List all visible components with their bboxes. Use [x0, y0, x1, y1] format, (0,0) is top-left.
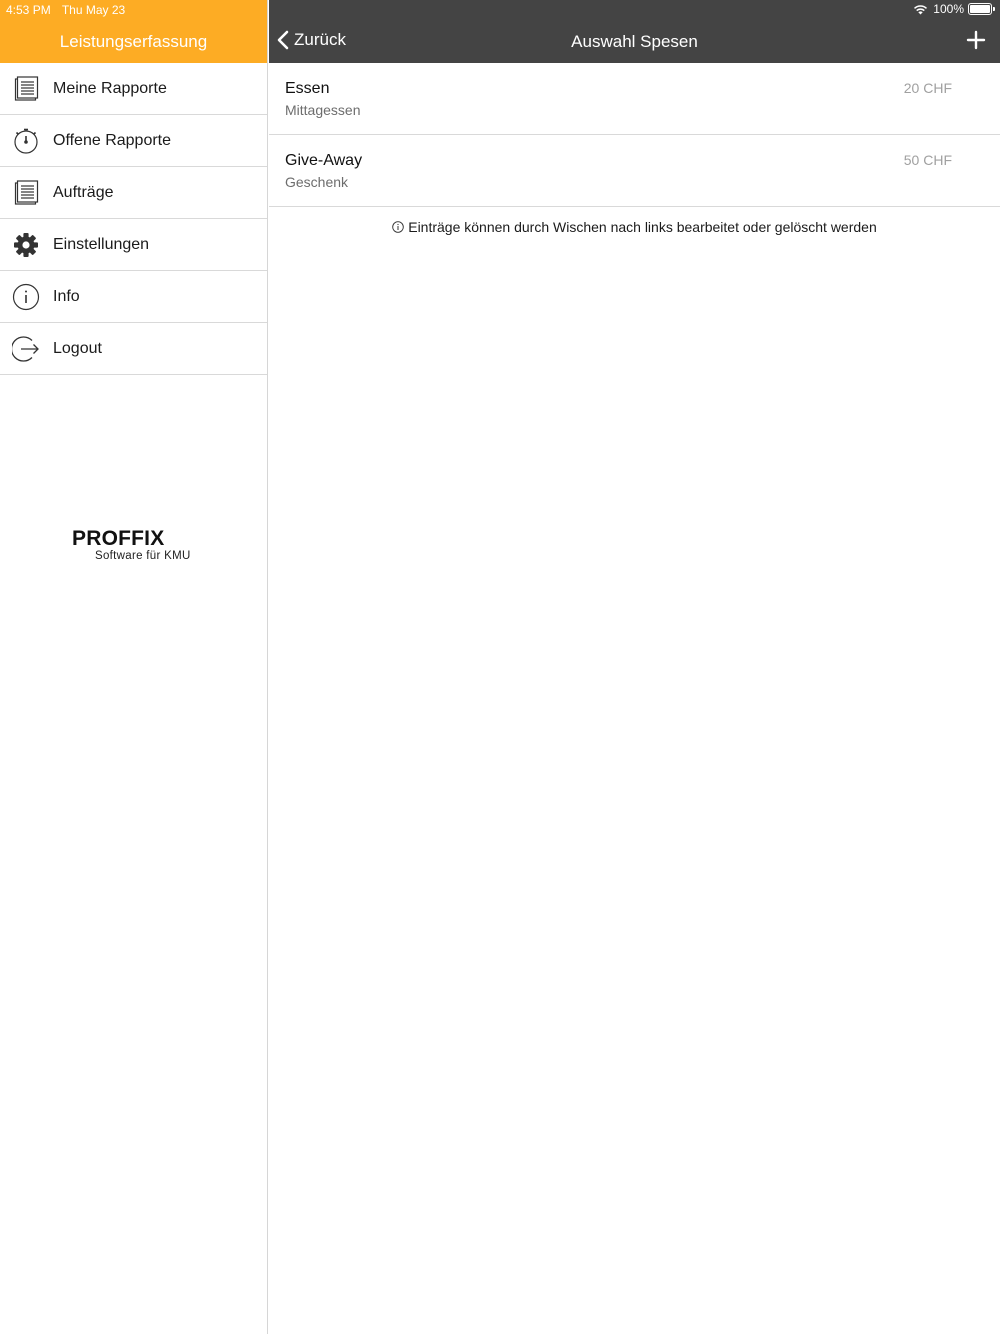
- expense-amount: 50 CHF: [903, 152, 952, 168]
- expense-name: Essen: [285, 80, 330, 97]
- sidebar-item-label: Info: [53, 287, 80, 305]
- sidebar-item-info[interactable]: [0, 271, 267, 323]
- wifi-icon: [913, 4, 928, 15]
- stopwatch-icon: [12, 127, 40, 155]
- expense-description: Geschenk: [285, 174, 349, 190]
- sidebar-item-label: Offene Rapporte: [53, 131, 172, 149]
- sidebar-header: [0, 0, 267, 63]
- expense-list: [269, 63, 1000, 207]
- expense-amount: 20 CHF: [903, 80, 952, 96]
- sidebar-item-label: Aufträge: [53, 183, 114, 201]
- logout-icon: [12, 335, 40, 363]
- sidebar-item-label: Meine Rapporte: [53, 79, 167, 97]
- swipe-hint: [269, 219, 1000, 235]
- gear-icon: [12, 231, 40, 259]
- status-date: Thu May 23: [61, 3, 126, 17]
- sidebar-menu: [0, 63, 267, 375]
- main-panel: [269, 0, 1000, 1334]
- logo-tagline: Software für KMU: [95, 550, 191, 562]
- info-icon: [392, 221, 404, 233]
- proffix-logo: [72, 528, 191, 562]
- status-bar-right: [913, 2, 992, 16]
- sidebar-item-label: Einstellungen: [53, 235, 150, 253]
- battery-cap: [993, 7, 995, 11]
- chevron-left-icon: [277, 30, 289, 50]
- page-title: Auswahl Spesen: [571, 32, 698, 51]
- document-list-icon: [12, 179, 40, 207]
- sidebar-item-einstellungen[interactable]: [0, 219, 267, 271]
- expense-name: Give-Away: [285, 152, 363, 169]
- battery-fill: [970, 5, 990, 13]
- plus-icon[interactable]: [966, 30, 986, 50]
- sidebar-title: Leistungserfassung: [59, 32, 208, 51]
- expense-description: Mittagessen: [285, 102, 361, 118]
- list-item[interactable]: [269, 63, 1000, 135]
- sidebar-item-label: Logout: [53, 339, 102, 357]
- info-icon: [12, 283, 40, 311]
- sidebar-item-offene-rapporte[interactable]: [0, 115, 267, 167]
- sidebar-item-meine-rapporte[interactable]: [0, 63, 267, 115]
- sidebar-item-logout[interactable]: [0, 323, 267, 375]
- status-time: 4:53 PM: [6, 3, 51, 17]
- sidebar-item-auftraege[interactable]: [0, 167, 267, 219]
- status-bar-left: [6, 3, 133, 17]
- logo-name: PROFFIX: [72, 527, 165, 550]
- back-button-label: Zurück: [294, 30, 346, 49]
- battery-icon: [968, 3, 992, 15]
- battery-percentage: 100%: [933, 2, 964, 16]
- sidebar: [0, 0, 268, 1334]
- back-button[interactable]: [277, 30, 346, 50]
- swipe-hint-text: Einträge können durch Wischen nach links bearbeitet oder gelöscht werden: [408, 219, 877, 235]
- document-list-icon: [12, 75, 40, 103]
- list-item[interactable]: [269, 135, 1000, 207]
- navigation-bar: [269, 0, 1000, 63]
